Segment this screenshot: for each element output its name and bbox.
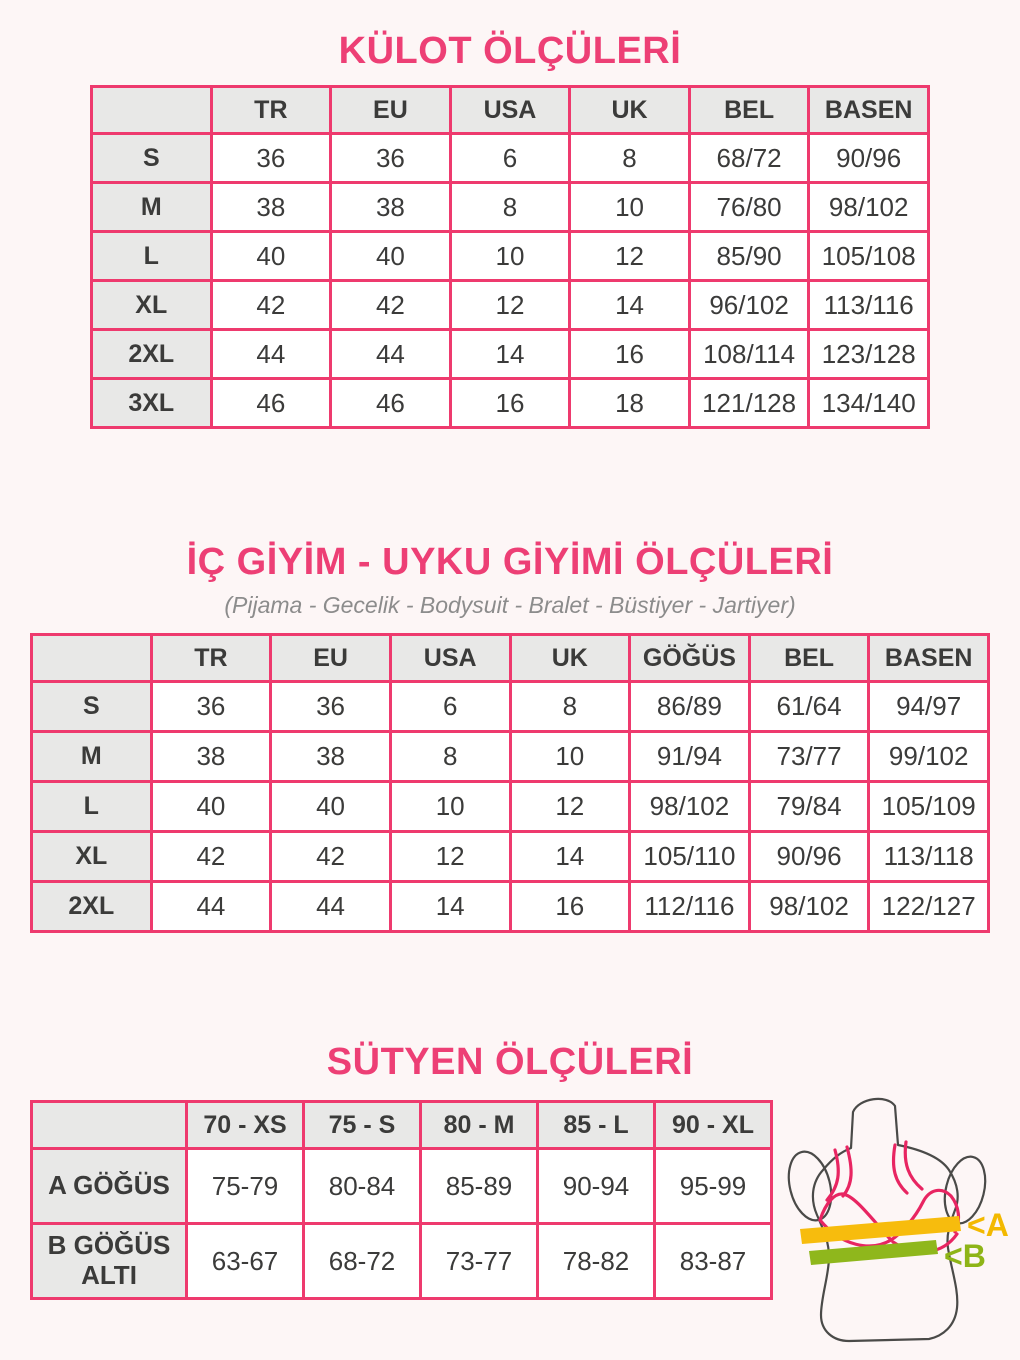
column-header: BASEN: [809, 87, 929, 134]
row-label: 2XL: [92, 330, 212, 379]
data-cell: 61/64: [749, 682, 869, 732]
table-row: [32, 682, 989, 732]
row-label: A GÖĞÜS: [32, 1149, 187, 1224]
row-label: 3XL: [92, 379, 212, 428]
data-cell: 36: [211, 134, 331, 183]
column-header: 80 - M: [421, 1102, 538, 1149]
icgiyim-section-subtitle: (Pijama - Gecelik - Bodysuit - Bralet - Büstiyer - Jartiyer): [224, 592, 796, 618]
table-row: [32, 1149, 772, 1224]
header-row: [92, 87, 929, 134]
data-cell: 94/97: [869, 682, 989, 732]
column-header: USA: [450, 87, 570, 134]
table-row: [32, 882, 989, 932]
column-header: UK: [570, 87, 690, 134]
row-label: M: [92, 183, 212, 232]
data-cell: 105/110: [630, 832, 750, 882]
row-label: XL: [92, 281, 212, 330]
data-cell: 12: [570, 232, 690, 281]
data-cell: 79/84: [749, 782, 869, 832]
data-cell: 8: [510, 682, 630, 732]
data-cell: 12: [450, 281, 570, 330]
bust-label-a: <A: [967, 1207, 1009, 1243]
data-cell: 40: [151, 782, 271, 832]
data-cell: 36: [331, 134, 451, 183]
data-cell: 42: [331, 281, 451, 330]
data-cell: 42: [211, 281, 331, 330]
row-label: XL: [32, 832, 152, 882]
data-cell: 44: [331, 330, 451, 379]
data-cell: 38: [331, 183, 451, 232]
data-cell: 80-84: [304, 1149, 421, 1224]
data-cell: 108/114: [689, 330, 809, 379]
data-cell: 85-89: [421, 1149, 538, 1224]
data-cell: 44: [211, 330, 331, 379]
data-cell: 68/72: [689, 134, 809, 183]
data-cell: 123/128: [809, 330, 929, 379]
data-cell: 8: [570, 134, 690, 183]
row-label: L: [32, 782, 152, 832]
data-cell: 40: [331, 232, 451, 281]
data-cell: 36: [151, 682, 271, 732]
data-cell: 16: [450, 379, 570, 428]
data-cell: 46: [331, 379, 451, 428]
data-cell: 98/102: [630, 782, 750, 832]
row-label: L: [92, 232, 212, 281]
data-cell: 12: [390, 832, 510, 882]
table-row: [32, 782, 989, 832]
sutyen-section-title: SÜTYEN ÖLÇÜLERİ: [326, 1041, 694, 1083]
row-label: B GÖĞÜS ALTI: [32, 1224, 187, 1299]
table-row: [92, 330, 929, 379]
data-cell: 122/127: [869, 882, 989, 932]
data-cell: 99/102: [869, 732, 989, 782]
data-cell: 105/108: [809, 232, 929, 281]
data-cell: 10: [450, 232, 570, 281]
underbust-label-b: <B: [944, 1238, 986, 1274]
column-header: 75 - S: [304, 1102, 421, 1149]
data-cell: 113/116: [809, 281, 929, 330]
data-cell: 63-67: [187, 1224, 304, 1299]
data-cell: 38: [271, 732, 391, 782]
table-row: [32, 732, 989, 782]
data-cell: 112/116: [630, 882, 750, 932]
data-cell: 14: [570, 281, 690, 330]
data-cell: 10: [390, 782, 510, 832]
column-header: BEL: [749, 635, 869, 682]
corner-cell: [32, 635, 152, 682]
data-cell: 8: [390, 732, 510, 782]
table-row: [92, 379, 929, 428]
column-header: USA: [390, 635, 510, 682]
column-header: BEL: [689, 87, 809, 134]
data-cell: 16: [570, 330, 690, 379]
data-cell: 121/128: [689, 379, 809, 428]
data-cell: 14: [510, 832, 630, 882]
data-cell: 68-72: [304, 1224, 421, 1299]
table-row: [32, 832, 989, 882]
data-cell: 44: [271, 882, 391, 932]
table-row: [92, 134, 929, 183]
data-cell: 91/94: [630, 732, 750, 782]
data-cell: 16: [510, 882, 630, 932]
data-cell: 75-79: [187, 1149, 304, 1224]
data-cell: 78-82: [538, 1224, 655, 1299]
data-cell: 95-99: [655, 1149, 772, 1224]
data-cell: 42: [151, 832, 271, 882]
data-cell: 98/102: [749, 882, 869, 932]
data-cell: 18: [570, 379, 690, 428]
data-cell: 14: [390, 882, 510, 932]
sutyen-size-table: [30, 1100, 773, 1300]
column-header: BASEN: [869, 635, 989, 682]
data-cell: 6: [390, 682, 510, 732]
data-cell: 12: [510, 782, 630, 832]
data-cell: 46: [211, 379, 331, 428]
row-label: S: [32, 682, 152, 732]
column-header: EU: [331, 87, 451, 134]
data-cell: 40: [271, 782, 391, 832]
bra-measurement-diagram: [783, 1090, 1020, 1360]
mannequin-torso-icon: [783, 1099, 992, 1341]
column-header: UK: [510, 635, 630, 682]
column-header: EU: [271, 635, 391, 682]
data-cell: 73-77: [421, 1224, 538, 1299]
data-cell: 42: [271, 832, 391, 882]
row-label: M: [32, 732, 152, 782]
column-header: GÖĞÜS: [630, 635, 750, 682]
column-header: TR: [211, 87, 331, 134]
data-cell: 10: [570, 183, 690, 232]
data-cell: 14: [450, 330, 570, 379]
icgiyim-section-title: İÇ GİYİM - UYKU GİYİMİ ÖLÇÜLERİ: [186, 541, 834, 583]
data-cell: 90/96: [809, 134, 929, 183]
data-cell: 44: [151, 882, 271, 932]
data-cell: 76/80: [689, 183, 809, 232]
data-cell: 105/109: [869, 782, 989, 832]
corner-cell: [92, 87, 212, 134]
header-row: [32, 1102, 772, 1149]
data-cell: 38: [151, 732, 271, 782]
data-cell: 36: [271, 682, 391, 732]
data-cell: 98/102: [809, 183, 929, 232]
data-cell: 90-94: [538, 1149, 655, 1224]
header-row: [32, 635, 989, 682]
column-header: 85 - L: [538, 1102, 655, 1149]
data-cell: 40: [211, 232, 331, 281]
column-header: 90 - XL: [655, 1102, 772, 1149]
table-row: [92, 232, 929, 281]
data-cell: 10: [510, 732, 630, 782]
data-cell: 134/140: [809, 379, 929, 428]
table-row: [32, 1224, 772, 1299]
corner-cell: [32, 1102, 187, 1149]
data-cell: 96/102: [689, 281, 809, 330]
row-label: S: [92, 134, 212, 183]
data-cell: 6: [450, 134, 570, 183]
column-header: 70 - XS: [187, 1102, 304, 1149]
data-cell: 73/77: [749, 732, 869, 782]
data-cell: 83-87: [655, 1224, 772, 1299]
table-row: [92, 183, 929, 232]
icgiyim-size-table: [30, 633, 990, 933]
data-cell: 86/89: [630, 682, 750, 732]
data-cell: 8: [450, 183, 570, 232]
data-cell: 90/96: [749, 832, 869, 882]
table-row: [92, 281, 929, 330]
kulot-section-title: KÜLOT ÖLÇÜLERİ: [338, 30, 682, 72]
row-label: 2XL: [32, 882, 152, 932]
data-cell: 38: [211, 183, 331, 232]
data-cell: 85/90: [689, 232, 809, 281]
kulot-size-table: [90, 85, 930, 429]
column-header: TR: [151, 635, 271, 682]
data-cell: 113/118: [869, 832, 989, 882]
